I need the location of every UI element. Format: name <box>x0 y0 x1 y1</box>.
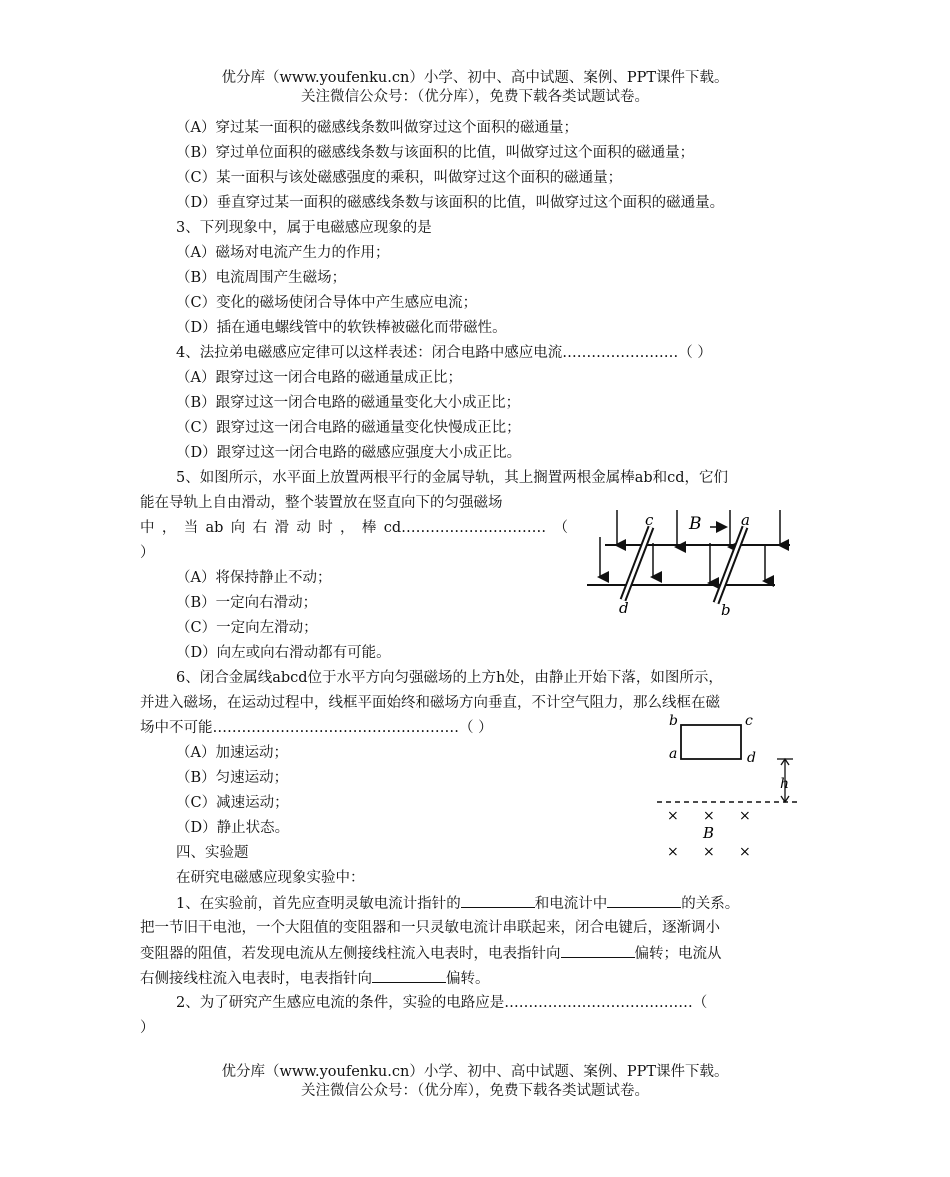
answer-blank-1[interactable] <box>461 893 535 908</box>
q4-stem: 4、法拉弟电磁感应定律可以这样表述：闭合电路中感应电流……………………（ ） <box>176 345 712 361</box>
q3-stem: 3、下列现象中，属于电磁感应现象的是 <box>176 220 432 236</box>
exp-item1-text3: 的关系。 <box>681 896 740 912</box>
q2-option-b: （B）穿过单位面积的磁感线条数与该面积的比值，叫做穿过这个面积的磁通量； <box>176 145 695 161</box>
exp-item1-line1 <box>176 893 739 914</box>
exp-item1-text2: 和电流计中 <box>534 896 608 912</box>
loop-label-c: c <box>745 713 753 729</box>
page-footer-line2: 关注微信公众号：（优分库），免费下载各类试题试卷。 <box>301 1083 649 1099</box>
height-label-h: h <box>780 776 790 792</box>
exp-item2-line1: 2、为了研究产生感应电流的条件，实验的电路应是…………………………………（ <box>176 995 708 1011</box>
q5-stem-line2: 能在导轨上自由滑动，整个装置放在竖直向下的匀强磁场 <box>140 495 503 511</box>
field-cross: × <box>703 844 715 860</box>
q6-option-c: （C）减速运动； <box>176 795 289 811</box>
q4-option-a: （A）跟穿过这一闭合电路的磁通量成正比； <box>176 370 462 386</box>
loop-label-a: a <box>669 746 678 762</box>
label-d: d <box>619 599 629 617</box>
wire-loop <box>681 725 741 759</box>
field-cross: × <box>739 808 751 824</box>
q6-option-d: （D）静止状态。 <box>176 820 290 836</box>
page-header-line2: 关注微信公众号：（优分库），免费下载各类试题试卷。 <box>301 89 649 105</box>
label-a: a <box>741 511 750 529</box>
q3-option-b: （B）电流周围产生磁场； <box>176 270 347 286</box>
q6-stem-line2: 并进入磁场，在运动过程中，线框平面始终和磁场方向垂直，不计空气阻力，那么线框在磁 <box>140 695 720 711</box>
q3-option-d: （D）插在通电螺线管中的软铁棒被磁化而带磁性。 <box>176 320 507 336</box>
q6-option-b: （B）匀速运动； <box>176 770 289 786</box>
exp-item1-text1: 1、在实验前，首先应查明灵敏电流计指针的 <box>176 896 461 912</box>
q4-option-d: （D）跟穿过这一闭合电路的磁感应强度大小成正比。 <box>176 445 522 461</box>
answer-blank-3[interactable] <box>561 943 635 958</box>
q4-option-c: （C）跟穿过这一闭合电路的磁通量变化快慢成正比； <box>176 420 521 436</box>
exp-item1-line4-text-a: 右侧接线柱流入电表时，电表指针向 <box>140 971 372 987</box>
exp-item1-line4-text-b: 偏转。 <box>446 971 490 987</box>
q5-stem-line1: 5、如图所示，水平面上放置两根平行的金属导轨，其上搁置两根金属棒ab和cd，它们 <box>176 470 729 486</box>
loop-label-d: d <box>747 750 756 766</box>
answer-blank-4[interactable] <box>372 968 446 983</box>
field-cross: × <box>739 844 751 860</box>
exp-item1-line3-text-a: 变阻器的阻值，若发现电流从左侧接线柱流入电表时，电表指针向 <box>140 946 561 962</box>
page-header-line1: 优分库（www.youfenku.cn）小学、初中、高中试题、案例、PPT课件下载。 <box>221 70 729 86</box>
q5-option-d: （D）向左或向右滑动都有可能。 <box>176 645 391 661</box>
q6-stem-line3: 场中不可能……………………………………………（ ） <box>140 720 493 736</box>
q4-option-b: （B）跟穿过这一闭合电路的磁通量变化大小成正比； <box>176 395 521 411</box>
q5-stem-line3: 中，当ab向右滑动时，棒cd…………………………（ <box>140 520 568 536</box>
q5-option-b: （B）一定向右滑动； <box>176 595 318 611</box>
answer-blank-2[interactable] <box>607 893 681 908</box>
field-cross: × <box>667 808 679 824</box>
exp-item1-line3 <box>140 943 722 964</box>
section4-title: 四、实验题 <box>176 845 249 861</box>
q3-option-c: （C）变化的磁场使闭合导体中产生感应电流； <box>176 295 478 311</box>
section4-intro: 在研究电磁感应现象实验中： <box>176 870 365 886</box>
label-b: b <box>721 601 731 619</box>
field-cross: × <box>703 808 715 824</box>
page-footer-line1: 优分库（www.youfenku.cn）小学、初中、高中试题、案例、PPT课件下载。 <box>221 1064 729 1080</box>
field-label-B: B <box>703 824 715 842</box>
label-c: c <box>645 511 654 529</box>
label-B: B <box>689 514 702 534</box>
q5-stem-line4: ） <box>140 545 155 561</box>
loop-label-b: b <box>669 713 678 729</box>
q5-rails-figure <box>585 505 795 620</box>
q6-stem-line1: 6、闭合金属线abcd位于水平方向匀强磁场的上方h处，由静止开始下落，如图所示， <box>176 670 723 686</box>
q2-option-d: （D）垂直穿过某一面积的磁感线条数与该面积的比值，叫做穿过这个面积的磁通量。 <box>176 195 725 211</box>
q5-option-c: （C）一定向左滑动； <box>176 620 318 636</box>
exp-item2-line2: ） <box>140 1020 155 1036</box>
field-cross: × <box>667 844 679 860</box>
exp-item1-line2: 把一节旧干电池，一个大阻值的变阻器和一只灵敏电流计串联起来，闭合电键后，逐渐调小 <box>140 920 720 936</box>
exp-item1-line4 <box>140 968 490 989</box>
q6-loop-figure <box>655 710 805 860</box>
q3-option-a: （A）磁场对电流产生力的作用； <box>176 245 390 261</box>
q2-option-c: （C）某一面积与该处磁感强度的乘积，叫做穿过这个面积的磁通量； <box>176 170 623 186</box>
q6-option-a: （A）加速运动； <box>176 745 288 761</box>
q5-option-a: （A）将保持静止不动； <box>176 570 332 586</box>
exp-item1-line3-text-b: 偏转；电流从 <box>634 946 722 962</box>
rod-cd <box>623 527 651 600</box>
q2-option-a: （A）穿过某一面积的磁感线条数叫做穿过这个面积的磁通量； <box>176 120 578 136</box>
